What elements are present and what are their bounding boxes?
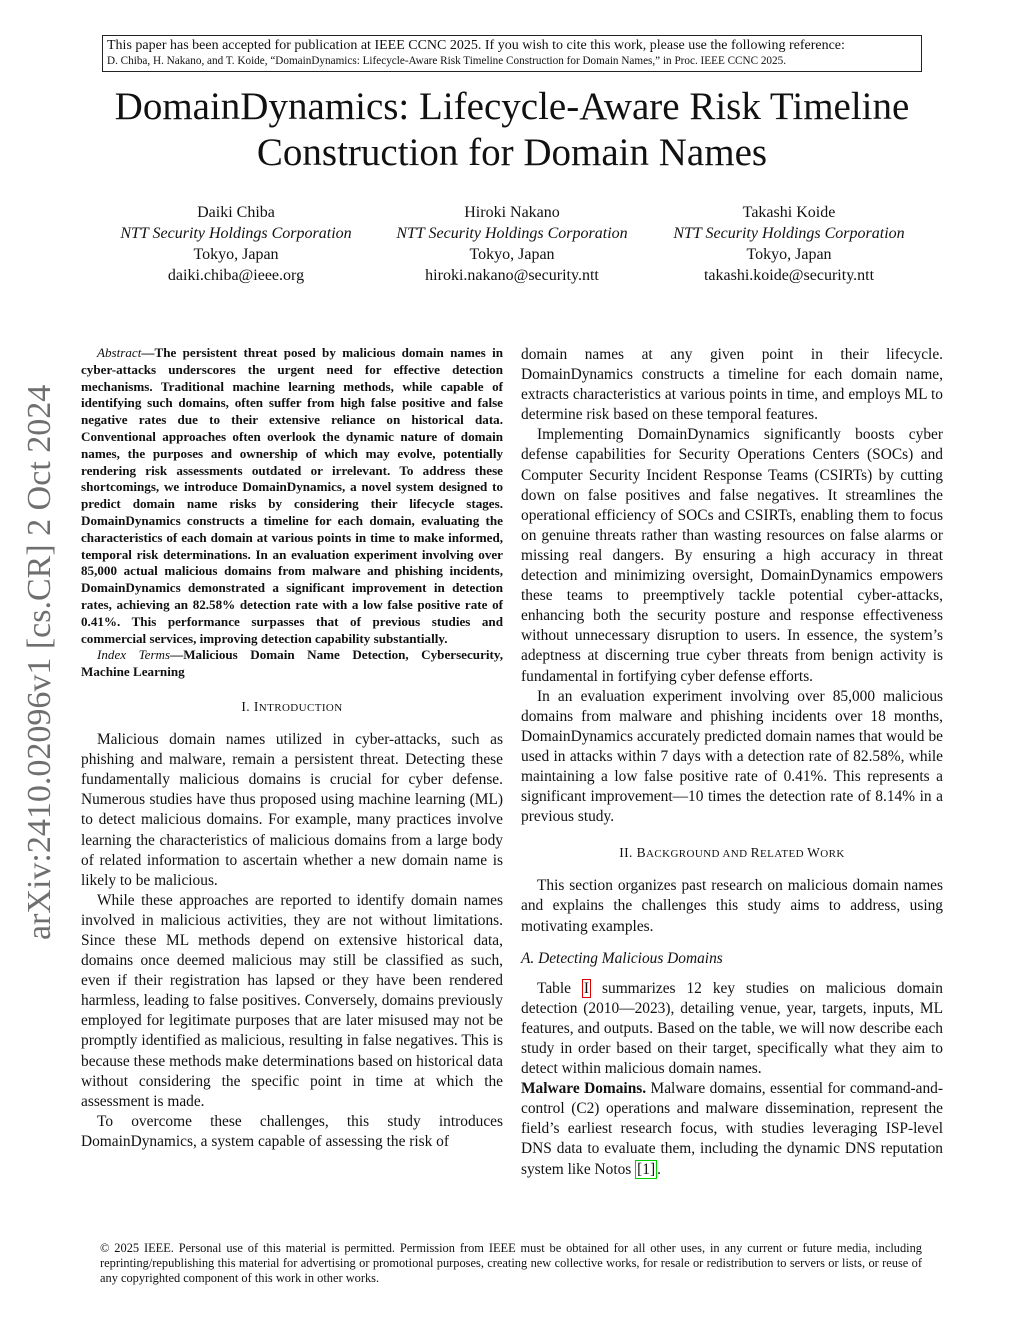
intro-paragraph-3: To overcome these challenges, this study introduces DomainDynamics, a system capable of assessing the risk of (81, 1112, 503, 1150)
section-heading-introduction: I. INTRODUCTION (241, 698, 343, 714)
abstract-lead: Abstract (97, 345, 142, 360)
paper-title-line1: DomainDynamics: Lifecycle-Aware Risk Timeline (114, 85, 910, 128)
author-name: Hiroki Nakano (464, 204, 560, 221)
author-email: hiroki.nakano@security.ntt (425, 267, 599, 284)
author-block-2 (372, 202, 652, 286)
intro-paragraph-1: Malicious domain names utilized in cyber-attacks, such as phishing and malware, remain a persistent threat. Detecting these fundamentally malicious domains is crucial for cyber defense. Numerous studies have thus proposed using machine learning (ML) to detect malicious domains. For example, many practices involve learning the characteristics of malicious domains from a large body of related information to ascertain whether a new domain name is likely to be malicious. (81, 731, 503, 889)
malware-domains-paragraph: Malware Domains. Malware domains, essential for command-and-control (C2) operations and malware dissemination, represent the field’s earliest research focus, with studies leveraging ISP-level DNS data to evaluate them, including the dynamic DNS reputation system like Notos [1] . (521, 1080, 943, 1178)
author-block-1 (96, 202, 376, 286)
paper-title (60, 84, 964, 176)
intro-continuation: domain names at any given point in their lifecycle. DomainDynamics constructs a timeline for each domain name, extracts characteristics at various points in time, and employs ML to determine risk based on these temporal features. (521, 346, 943, 424)
index-terms-text: —Malicious Domain Name Detection, Cybersecurity, Machine Learning (81, 647, 503, 680)
section-heading-background: II. BACKGROUND AND RELATED WORK (619, 845, 845, 861)
citation-notice-line1: This paper has been accepted for publication at IEEE CCNC 2025. If you wish to cite this work, please use the following reference: (107, 38, 845, 53)
copyright-footer: © 2025 IEEE. Personal use of this material is permitted. Permission from IEEE must be obtained for all other uses, in any current or future media, including reprinting/republishing this material for advertising or promotional purposes, creating new collective works, for resale or redistribution to servers or lists, or reuse of any copyrighted component of this work in other works. (100, 1241, 922, 1286)
author-email: takashi.koide@security.ntt (703, 267, 875, 284)
citation-notice-box (102, 35, 922, 72)
author-affiliation: NTT Security Holdings Corporation (120, 225, 352, 242)
abstract (81, 345, 503, 647)
index-terms (81, 647, 503, 681)
author-name: Daiki Chiba (197, 204, 275, 221)
author-location: Tokyo, Japan (746, 246, 832, 263)
table-summary-paragraph: Table I summarizes 12 key studies on malicious domain detection (2010—2023), detailing venue, year, targets, inputs, ML features, and outputs. Based on the table, we will now describe each study in order based on their target, specifically what they aim to detect within malicious domain names. (521, 979, 943, 1078)
author-name: Takashi Koide (742, 204, 836, 221)
author-affiliation: NTT Security Holdings Corporation (673, 225, 905, 242)
author-location: Tokyo, Japan (193, 246, 279, 263)
citation-link-1[interactable]: [1] (637, 1160, 656, 1178)
abstract-text: —The persistent threat posed by malicious domain names in cyber-attacks underscores the urgent need for effective detection mechanisms. Traditional machine learning methods, while capable of identifying such domains, often suffer from high false positive and false negative rates due to their extensive reliance on historical data. Conventional approaches often overlook the dynamic nature of domain names, the purposes and ownership of which may evolve, potentially rendering risk assessments outdated or irrelevant. To address these shortcomings, we introduce DomainDynamics, a novel system designed to predict domain name risks by considering their lifecycle stages. DomainDynamics constructs a timeline for each domain, evaluating the characteristics of each domain at various points in time to make informed, temporal risk determinations. In an evaluation experiment involving over 85,000 actual malicious domains from malware and phishing incidents, DomainDynamics demonstrated a significant improvement in detection rates, achieving an 82.58% detection rate with a low false positive rate of 0.41%. This performance surpasses that of previous studies and commercial services, improving detection capability substantially. (81, 345, 503, 646)
table-reference-link[interactable]: I (583, 979, 590, 997)
index-terms-lead: Index Terms (97, 647, 171, 663)
malware-domains-lead: Malware Domains. (521, 1080, 647, 1098)
author-location: Tokyo, Japan (469, 246, 555, 263)
author-block-3 (649, 202, 929, 286)
author-email: daiki.chiba@ieee.org (167, 267, 305, 284)
background-intro-paragraph: This section organizes past research on malicious domain names and explains the challenges this study aims to address, using motivating examples. (521, 877, 943, 935)
paper-title-line2: Construction for Domain Names (256, 131, 768, 174)
citation-notice-reference: D. Chiba, H. Nakano, and T. Koide, “DomainDynamics: Lifecycle-Aware Risk Timeline Construction for Domain Names,” in Proc. IEEE CCNC 2025. (107, 55, 787, 67)
intro-paragraph-5: In an evaluation experiment involving over 85,000 malicious domains from malware and phishing incidents over 18 months, DomainDynamics accurately predicted domain names that would be used in attacks within 7 days with a detection rate of 82.58%, while maintaining a low false positive rate of 0.41%. This represents a significant improvement—10 times the detection rate of 8.14% in a previous study. (521, 687, 943, 826)
subsection-heading-detecting: A. Detecting Malicious Domains (521, 949, 723, 967)
intro-paragraph-2: While these approaches are reported to identify domain names involved in malicious activities, they are not without limitations. Since these ML methods depend on extensive historical data, domains once deemed malicious may still be classified as such, even if their registration has lapsed or they have been rendered harmless, leading to false positives. Conversely, domains previously employed for legitimate purposes that are later misused may not be promptly identified as malicious, resulting in false negatives. This is because these methods make determinations based on historical data without considering the specific point in time at which the assessment is made. (81, 891, 503, 1110)
author-affiliation: NTT Security Holdings Corporation (396, 225, 628, 242)
right-column (521, 345, 943, 1180)
left-column (81, 345, 503, 1152)
intro-paragraph-4: Implementing DomainDynamics significantly boosts cyber defense capabilities for Security Operations Centers (SOCs) and Computer Security Incident Response Teams (CSIRTs) by cutting down on false positives and false negatives. It streamlines the operational efficiency of SOCs and CSIRTs, enabling them to focus on genuine threats rather than wasting resources on false alarms or missing real dangers. By ensuring a high accuracy in threat detection and minimizing oversight, DomainDynamics empowers these teams to preemptively tackle potential cyber-attacks, enhancing both the security posture and response effectiveness without unnecessary disruption to users. In essence, the system’s adeptness at discerning true cyber threats from benign activity is fundamental in fortifying cyber defense efforts. (521, 426, 943, 685)
arxiv-sidebar-stamp: arXiv:2410.02096v1 [cs.CR] 2 Oct 2024 (21, 384, 58, 940)
